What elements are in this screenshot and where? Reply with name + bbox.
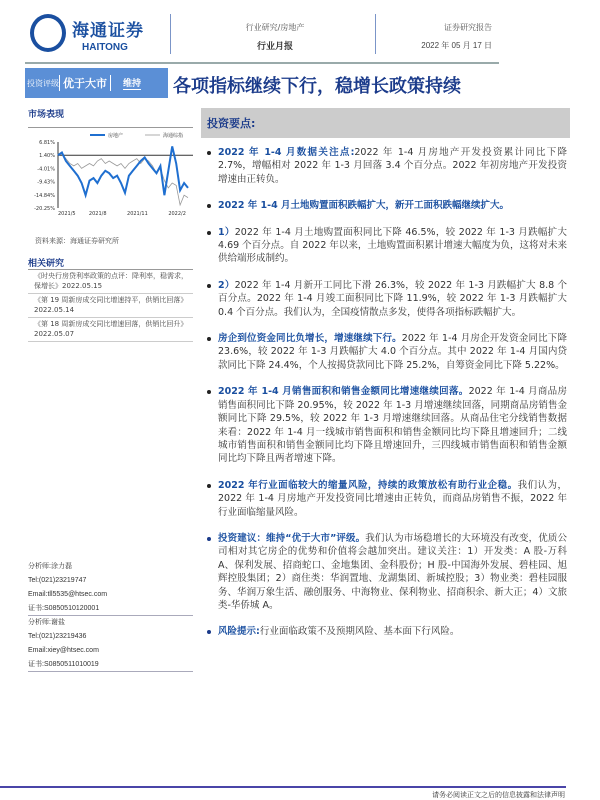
analyst-tel: Tel:(021)23219436 [28,633,87,640]
y-tick-label: 6.81% [39,140,55,146]
report-category: 行业研究/房地产 [245,23,305,32]
footer-disclaimer: 请务必阅读正文之后的信息披露和法律声明 [432,791,565,799]
page-title: 各项指标继续下行，稳增长政策持续 [173,76,461,97]
key-point-text: 我们认为市场稳增长的大环境没有改变，优质公司相对其它房企的优势和价值将会越加突出。建议关注：1）开发类：A 股-万科 A、保利发展、招商蛇口、金地集团、金科股份；H 股-中国海外发展、碧桂园、旭辉控股集团；2）商住类：华润置地、龙湖集团、新城控股；3）物业类：碧桂园服务、华润万象生活、融创服务、中海物业、保利物业、招商积余、新大正；4）文旅类-华侨城 A。 [218,532,567,611]
analyst-cert: 证书:S0850511010019 [28,658,193,672]
market-heading: 市场表现 [28,110,65,120]
y-tick-label: -20.25% [34,206,55,212]
key-point [205,625,567,638]
related-item[interactable]: 《第 19 周新房成交同比增速持平，供销比回落》2022.05.14 [28,294,193,318]
divider [110,75,111,91]
key-point-text: 2022 年 1-4 月土地购置面积同比下降 46.5%，较 2022 年 1-3 月跌幅扩大 4.69 个百分点。自 2022 年以来，土地购置面积累计增速大幅度为负，这将对未来供给端形成制约。 [218,226,567,265]
header-rule [25,62,499,64]
report-type: 行业月报 [256,42,293,52]
key-points-heading: 投资要点: [201,108,570,138]
y-tick-label: -14.84% [34,192,55,199]
key-point-text: 我们认为，2022 年 1-4 月房地产开发投资同比增速由正转负，而商品房销售不振，2022 年行业面临缩量风险。 [218,479,567,518]
key-point [205,146,567,186]
key-point-highlight: 投资建议：维持“优于大市”评级。 [218,532,366,544]
key-point-text: 2022 年 1-4 月房企开发资金同比下降 23.6%，较 2022 年 1-3 月跌幅扩大 4.0 个百分点。其中 2022 年 1-4 月国内贷款同比下降 24.4%，个人按揭贷款同比下降 25.2%，自筹资金同比下降 5.22%。 [218,333,567,371]
chart-source: 资料来源：海通证券研究所 [35,237,119,245]
related-heading: 相关研究 [28,259,65,269]
analyst-email[interactable]: Email:tll5535@htsec.com [28,591,108,598]
divider [28,127,193,128]
logo-cn: 海通证券 [72,21,144,41]
key-point-highlight: 2022 年 1-4 月销售面积和销售金额同比增速继续回落。 [218,386,469,398]
y-tick-label: 1.40% [39,153,55,160]
analyst-name: 分析师:涂力磊 [28,563,72,570]
x-tick-label: 2022/2 [168,211,186,217]
rating-action: 维持 [123,76,141,90]
key-points-list [205,146,567,652]
analyst-info [28,560,193,672]
key-point [205,479,567,519]
market-chart [28,130,196,225]
key-point-highlight: 2） [218,279,235,291]
key-point [205,226,567,266]
related-list [28,269,193,342]
key-point-highlight: 房企到位资金同比负增长，增速继续下行。 [218,333,402,345]
key-point-highlight: 1） [218,226,235,238]
legend-label: 房地产 [108,133,124,139]
key-point [205,532,567,612]
x-tick-label: 2021/8 [88,211,107,217]
key-point [205,385,567,465]
key-point [205,199,567,212]
haitong-logo [30,14,170,58]
logo-emblem-icon [30,14,66,52]
series-line-composite [58,154,188,205]
legend-label: 海通综指 [163,133,184,139]
analyst-email[interactable]: Email:xiey@htsec.com [28,647,99,654]
key-point [205,332,567,372]
analyst-name: 分析师:谢盐 [28,619,65,626]
key-point-text: 2022 年 1-4 月房地产开发投资累计同比下降 2.7%，增幅相对 2022 年 1-3 月回落 3.4 个百分点。2022 年初房地产开发投资增速由正转负。 [218,147,567,185]
key-point-highlight: 2022 年 1-4 月土地购置面积跌幅扩大，新开工面积跌幅继续扩大。 [218,200,510,212]
divider [59,75,60,91]
related-item[interactable]: 《时央行房贷利率政策的点评：降利率，稳需求，保增长》2022.05.15 [28,269,193,294]
analyst-tel: Tel:(021)23219747 [28,577,87,584]
doc-type: 证券研究报告 [444,23,492,32]
key-point-highlight: 风险提示: [218,626,260,638]
x-tick-label: 2021/11 [127,211,148,217]
rating-value: 优于大市 [63,77,107,90]
x-tick-label: 2021/5 [58,211,76,217]
analyst-cert: 证书:S0850510120001 [28,602,193,616]
key-point-highlight: 2022 年行业面临较大的缩量风险，持续的政策放松有助行业企稳。 [218,479,518,491]
report-date: 2022 年 05 月 17 日 [421,41,492,50]
logo-en: HAITONG [82,42,128,53]
key-point-text: 行业面临政策不及预期风险、基本面下行风险。 [259,626,460,638]
key-point-text: 2022 年 1-4 月商品房销售面积同比下降 20.95%，较 2022 年 1-3 月增速继续回落，同期商品房销售金额同比下降 29.5%，较 2022 年 1-3 月增速继续回落。从商品住宅分线销售数据来看：2022 年 1-4 月一线城市销售面积和销售金额同比均下降且增速回升；二线城市销售面积和销售金额同比均下降且增速回升，三四线城市销售面积和销售金额同比均下降且两者增速下降。 [218,386,567,465]
y-tick-label: -9.43% [37,179,55,186]
y-tick-label: -4.01% [37,166,55,173]
key-point-text: 2022 年 1-4 月新开工同比下滑 26.3%，较 2022 年 1-3 月跌幅扩大 8.8 个百分点。2022 年 1-4 月竣工面积同比下降 11.9%，较 2022 年 1-3 月跌幅扩大 0.4 个百分点。我们认为，全国疫情散点多发，使得各项指标跌幅扩大。 [218,279,567,318]
header-divider [170,14,171,54]
key-point [205,279,567,319]
key-point-highlight: 2022 年 1-4 月数据关注点: [218,147,355,158]
rating-label: 投资评级 [27,78,59,88]
related-item[interactable]: 《第 18 周新房成交同比增速回落，供销比回升》2022.05.07 [28,318,193,342]
rating-box [25,68,168,98]
header-divider [375,14,376,54]
footer-rule [0,786,566,788]
